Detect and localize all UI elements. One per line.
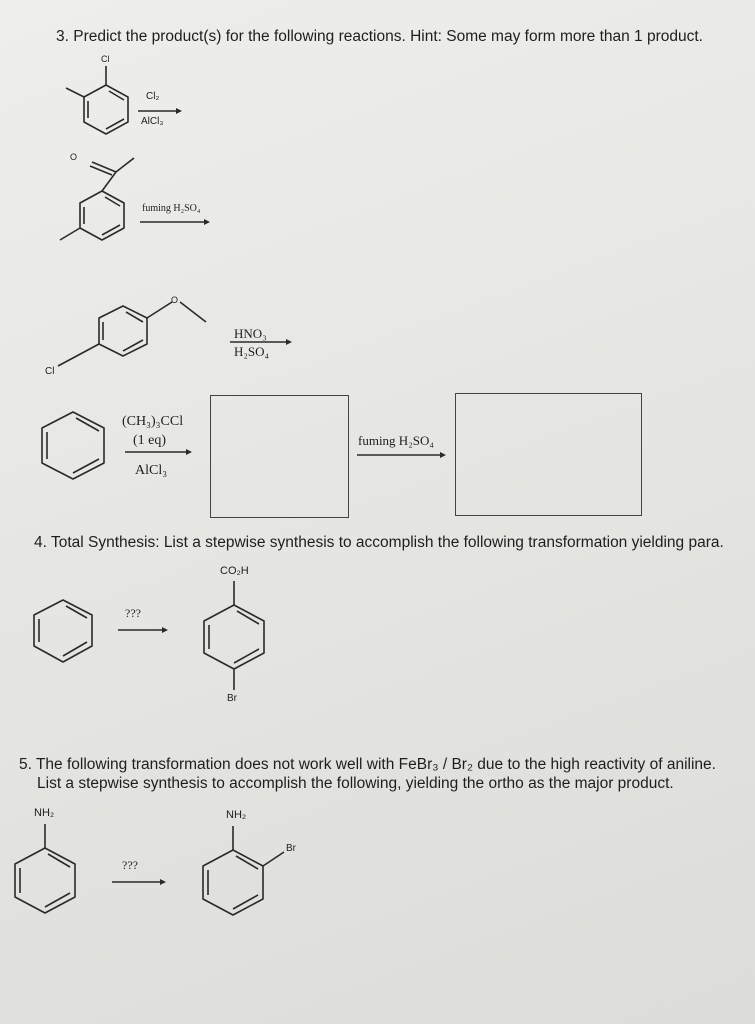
r4-reagent-line1: (CH₃)₃CCl [122,414,184,429]
r3-molecule [58,302,206,366]
q4-reagent: ??? [125,606,141,620]
q5-aniline [15,824,75,913]
r4-reagent-line2: (1 eq) [133,433,167,448]
r3-reagent-top: HNO₃ [234,326,267,341]
q5-product-sub-label: Br [286,843,296,854]
q5-product [203,826,284,915]
q5-reagent: ??? [122,858,138,872]
r2-molecule [60,158,134,240]
q4-benzene [34,600,92,662]
r4-reagent-second: fuming H₂SO₄ [358,433,434,448]
r4-answer-box-2[interactable] [455,393,642,516]
r1-substituent-label: Cl [101,54,110,64]
r3-substituent-top: O [171,295,179,305]
r4-answer-box-1[interactable] [210,395,349,518]
r2-reagent: fuming H₂SO₄ [142,203,201,214]
r1-reagent-top: Cl₂ [146,91,160,102]
q5-product-group-label: NH₂ [226,809,247,821]
r4-benzene [42,412,104,479]
q5-start-group-label: NH₂ [34,807,55,819]
q4-product-bottom-label: Br [227,693,237,704]
r1-reagent-bottom: AlCl₃ [141,116,164,127]
q4-product [204,581,264,690]
r2-substituent-label: O [70,152,78,162]
question-3-text: 3. Predict the product(s) for the following reactions. Hint: Some may form more than 1 product. [56,28,703,45]
r3-reagent-bottom: H₂SO₄ [234,344,270,359]
question-4-text: 4. Total Synthesis: List a stepwise synthesis to accomplish the following transformation yielding para. [34,534,724,551]
r3-substituent-bottom: Cl [45,366,55,377]
r4-reagent-line3: AlCl₃ [135,463,168,478]
question-5-line2: List a stepwise synthesis to accomplish the following, yielding the ortho as the major product. [37,775,674,792]
r1-molecule [66,66,128,134]
question-5-line1: 5. The following transformation does not work well with FeBr₃ / Br₂ due to the high reactivity of aniline. [19,756,716,773]
q4-product-top-label: CO₂H [220,565,249,577]
